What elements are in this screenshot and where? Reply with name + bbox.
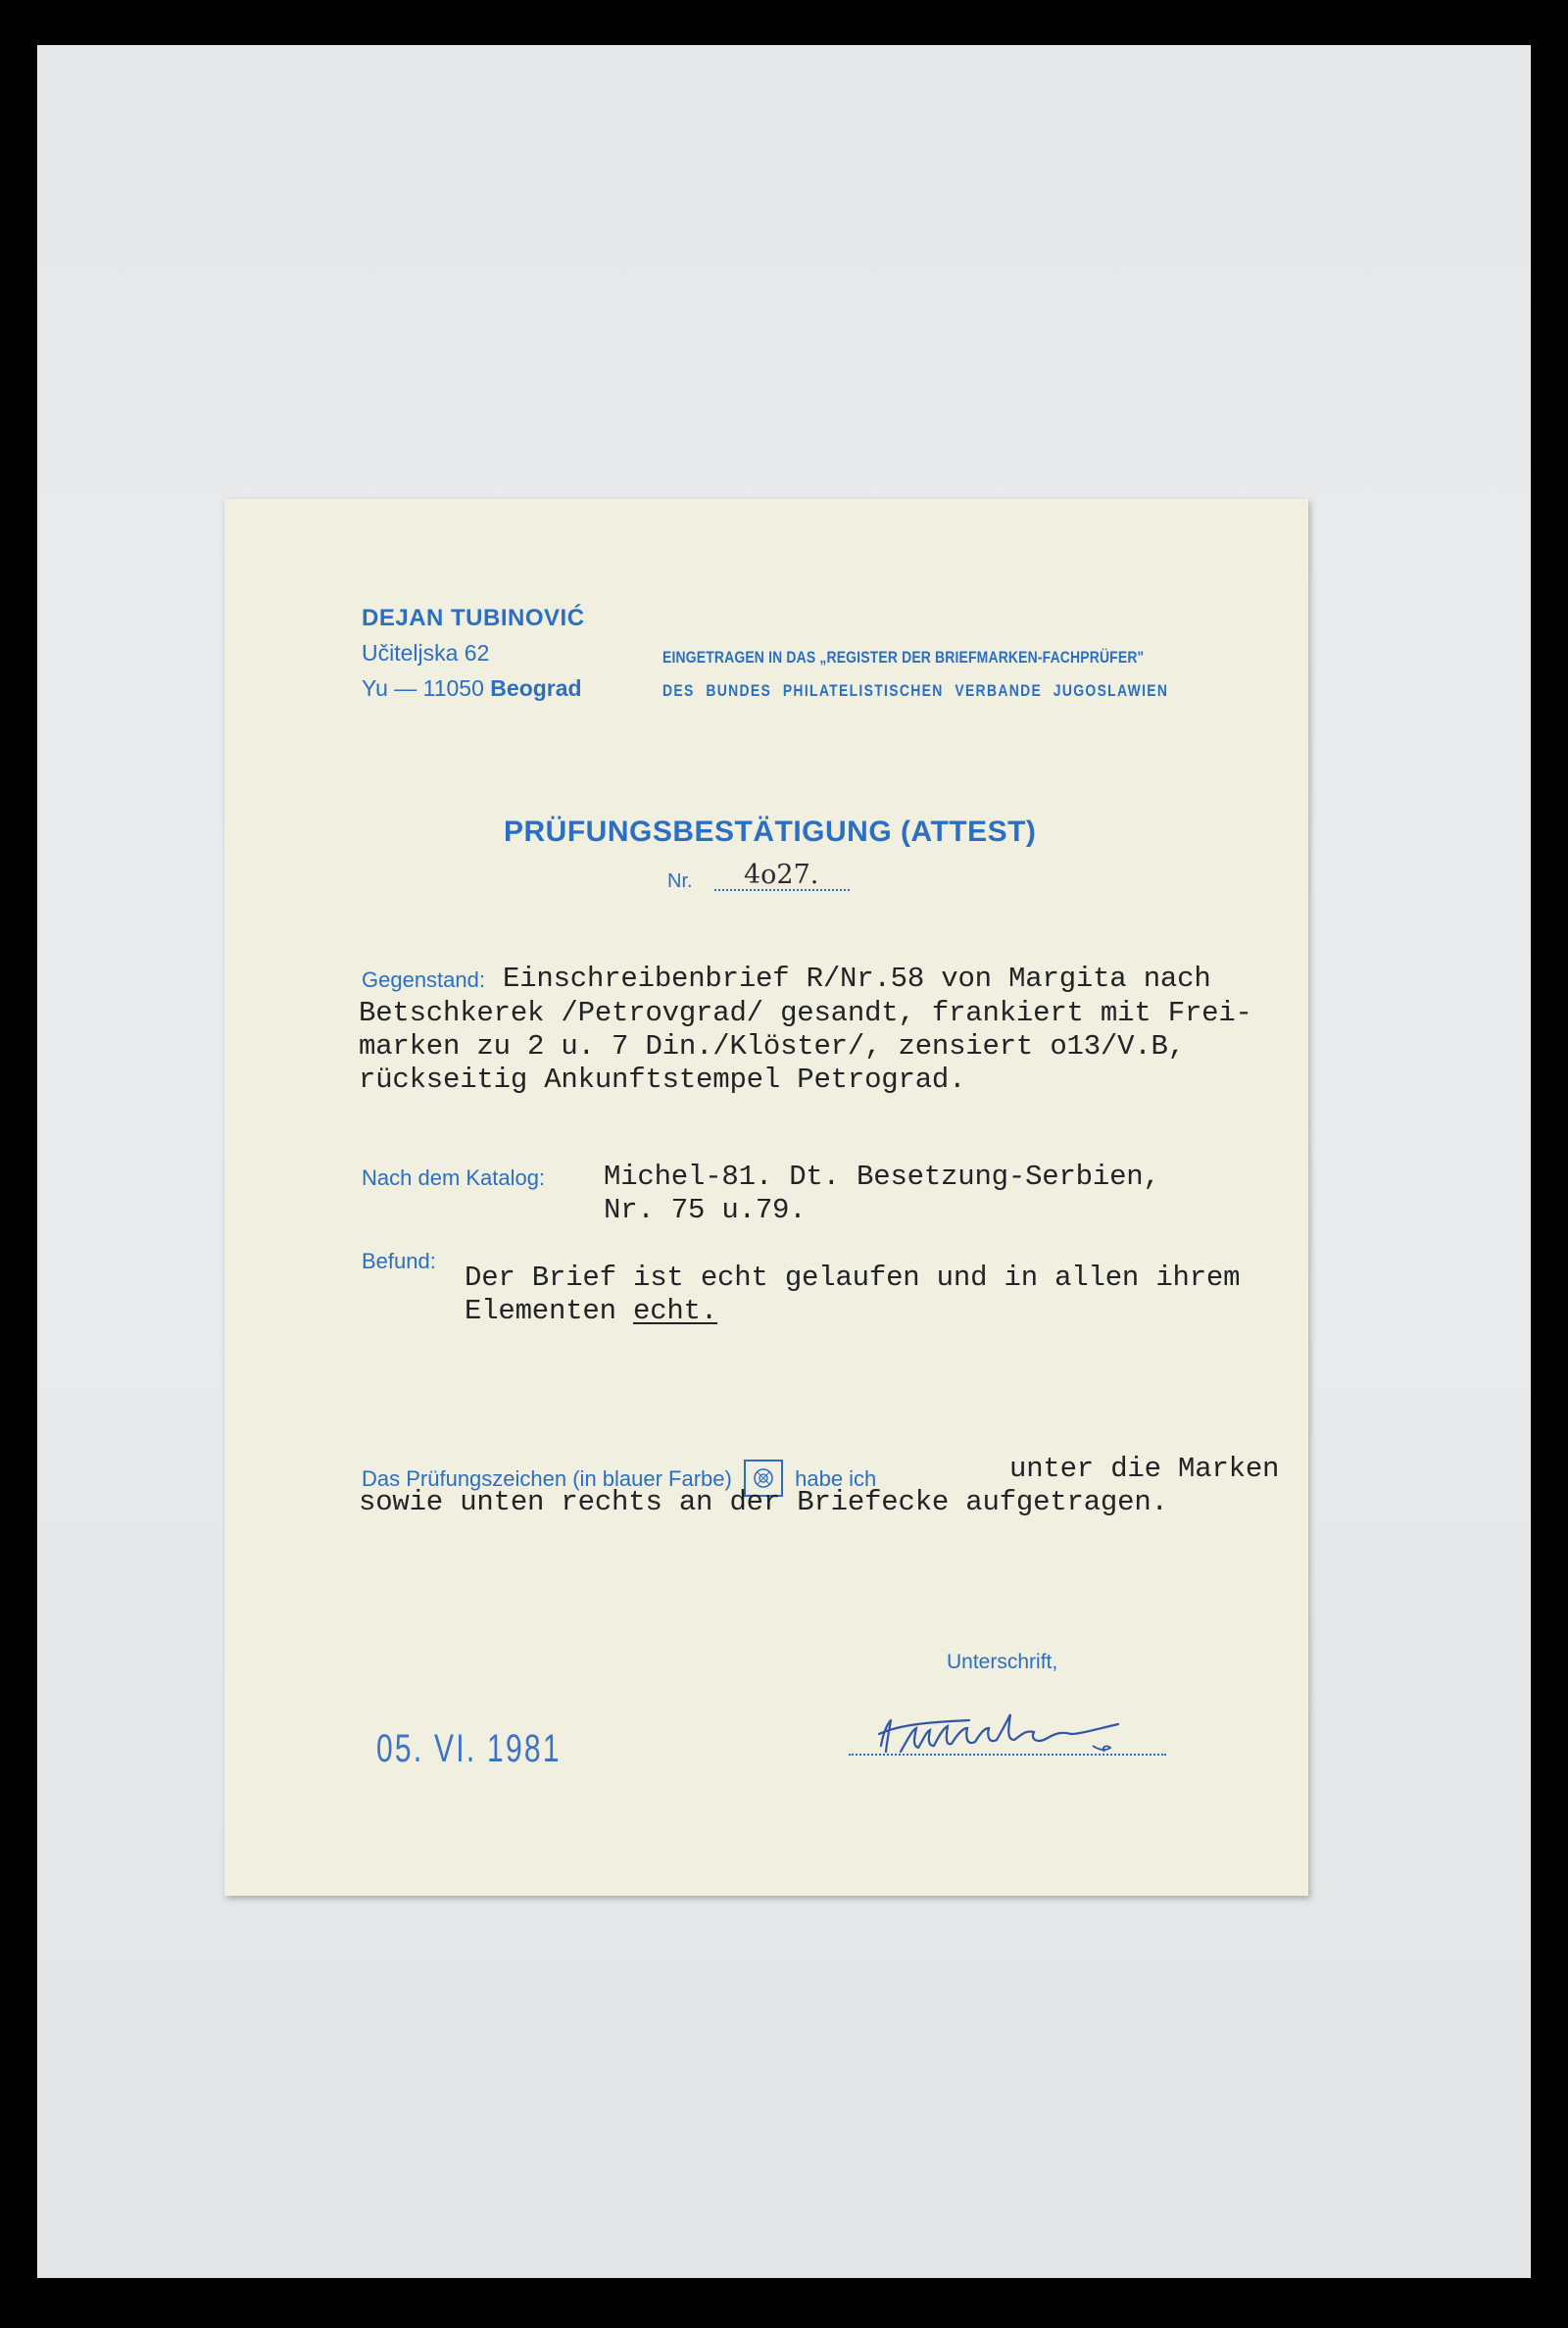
katalog-line: Nr. 75 u.79. [604, 1194, 807, 1226]
certificate-number: 4o27. [744, 860, 819, 890]
city-prefix: Yu — 11050 [362, 675, 484, 701]
gegenstand-line: Einschreibenbrief R/Nr.58 von Margita nach [503, 963, 1211, 995]
befund-line: Der Brief ist echt gelaufen und in allen ihrem [465, 1262, 1241, 1294]
befund-label: Befund: [362, 1249, 436, 1273]
gegenstand-line: marken zu 2 u. 7 Din./Klöster/, zensiert o13/V.B, [359, 1030, 1185, 1063]
signature-label: Unterschrift, [947, 1651, 1058, 1673]
pruefzeichen-typed-line: sowie unten rechts an der Briefecke aufgetragen. [359, 1486, 1168, 1518]
signature-dotted-line [849, 1754, 1166, 1756]
registry-line-2: DES BUNDES PHILATELISTISCHEN VERBANDE JUGOSLAWIEN [662, 681, 1169, 700]
katalog-label: Nach dem Katalog: [362, 1165, 546, 1190]
katalog-line: Michel-81. Dt. Besetzung-Serbien, [604, 1161, 1160, 1193]
befund-line [465, 1295, 717, 1327]
pruefzeichen-text-after: habe ich [795, 1465, 877, 1491]
gegenstand-line: rückseitig Ankunftstempel Petrograd. [359, 1064, 966, 1096]
registry-line-1: EINGETRAGEN IN DAS „REGISTER DER BRIEFMARKEN-FACHPRÜFER" [662, 648, 1145, 667]
number-label: Nr. [667, 870, 693, 892]
befund-prefix: Elementen [465, 1295, 616, 1327]
city-name: Beograd [490, 675, 582, 701]
pruefzeichen-text: Das Prüfungszeichen (in blauer Farbe) [362, 1465, 732, 1491]
examiner-street: Učiteljska 62 [362, 640, 490, 666]
certificate-sheet [224, 499, 1308, 1896]
gegenstand-line: Betschkerek /Petrovgrad/ gesandt, frankiert mit Frei- [359, 997, 1252, 1029]
examiner-city [362, 675, 582, 702]
document-title: PRÜFUNGSBESTÄTIGUNG (ATTEST) [504, 816, 1037, 848]
pruefzeichen-typed-line: unter die Marken [1009, 1453, 1280, 1485]
album-page [37, 45, 1531, 2278]
examiner-name: DEJAN TUBINOVIĆ [362, 605, 585, 631]
befund-verdict: echt. [633, 1295, 718, 1327]
handwritten-signature [861, 1695, 1195, 1773]
date-stamp: 05. VI. 1981 [376, 1727, 562, 1770]
gegenstand-label: Gegenstand: [362, 967, 485, 992]
